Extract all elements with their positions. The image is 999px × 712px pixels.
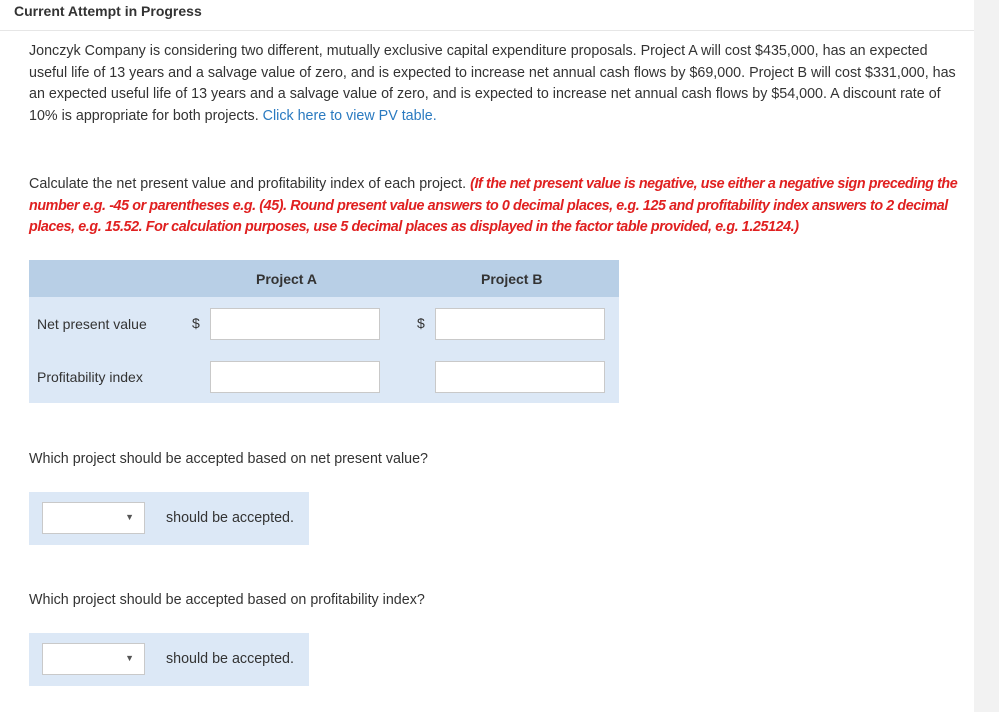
pi-project-b-input[interactable] bbox=[435, 361, 605, 393]
answer-box-profitability-index bbox=[29, 633, 309, 686]
table-row-profitability-index bbox=[29, 350, 619, 403]
currency-symbol-b: $ bbox=[417, 315, 425, 331]
pi-answer-suffix: should be accepted. bbox=[166, 651, 294, 667]
table-row-npv bbox=[29, 297, 619, 350]
header bbox=[0, 0, 974, 31]
table-header bbox=[29, 260, 619, 297]
question-npv: Which project should be accepted based on net present value? bbox=[29, 451, 428, 467]
instructions bbox=[29, 174, 964, 239]
question-profitability-index: Which project should be accepted based on profitability index? bbox=[29, 592, 425, 608]
npv-project-b-input[interactable] bbox=[435, 308, 605, 340]
pi-project-a-input[interactable] bbox=[210, 361, 380, 393]
column-header-project-b: Project B bbox=[481, 271, 543, 287]
answer-table bbox=[29, 260, 619, 403]
currency-symbol-a: $ bbox=[192, 315, 200, 331]
npv-label: Net present value bbox=[37, 316, 147, 332]
instructions-text: Calculate the net present value and profitability index of each project. bbox=[29, 176, 467, 192]
profitability-index-label: Profitability index bbox=[37, 369, 143, 385]
column-header-project-a: Project A bbox=[256, 271, 317, 287]
pv-table-link[interactable]: Click here to view PV table. bbox=[262, 107, 437, 124]
answer-box-npv bbox=[29, 492, 309, 545]
instructions-note: (If the net present value is negative, use either a negative sign preceding the number e.g. -45 or parentheses e.g. (45). Round present value answers to 0 decimal places, e.g. 125 and profitability index answers to 2 decimal places, e.g. 15.52. For calculation purposes, use 5 decimal places as displayed in the factor table provided, e.g. 1.25124.) bbox=[29, 176, 958, 235]
npv-answer-suffix: should be accepted. bbox=[166, 510, 294, 526]
npv-project-a-input[interactable] bbox=[210, 308, 380, 340]
page-title: Current Attempt in Progress bbox=[14, 3, 202, 19]
npv-project-select[interactable] bbox=[42, 502, 145, 534]
problem-text: Jonczyk Company is considering two different, mutually exclusive capital expenditure proposals. Project A will cost $435,000, has an expected useful life of 13 years and a salvage value of zero, and is expected to increase net annual cash flows by $69,000. Project B will cost $331,000, has an expected useful life of 13 years and a salvage value of zero, and is expected to increase net annual cash flows by $54,000. A discount rate of 10% is appropriate for both projects. bbox=[29, 43, 956, 124]
pi-project-select[interactable] bbox=[42, 643, 145, 675]
chevron-down-icon: ▼ bbox=[125, 653, 134, 663]
problem-statement bbox=[29, 41, 959, 127]
chevron-down-icon: ▼ bbox=[125, 512, 134, 522]
